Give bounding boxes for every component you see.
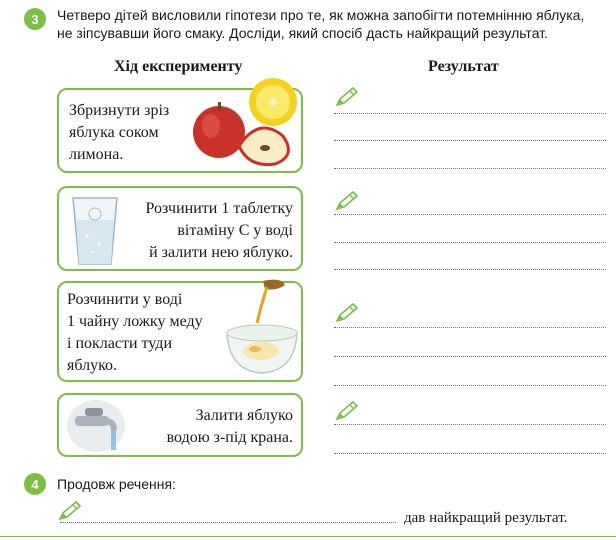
sentence-ending: дав найкращий результат. xyxy=(404,510,568,526)
task-instructions-line: Четверо дітей висловили гіпотези про те, як можна запобігти потемнінню яблука, xyxy=(57,7,585,23)
experiment-text-line: і покласти туди xyxy=(67,335,172,352)
experiment-text-line: лимона. xyxy=(69,146,124,163)
task-number-badge xyxy=(24,8,46,30)
experiment-text-line: водою з-під крана. xyxy=(166,429,293,446)
experiment-card xyxy=(57,393,303,457)
column-heading-result: Результат xyxy=(428,58,499,75)
answer-line[interactable] xyxy=(334,424,606,425)
answer-line[interactable] xyxy=(334,356,606,357)
experiment-text xyxy=(69,100,169,166)
experiment-text-line: й залити нею яблуко. xyxy=(149,244,293,261)
experiment-text-line: Розчинити 1 таблетку xyxy=(145,200,293,217)
experiment-text-line: 1 чайну ложку меду xyxy=(67,313,203,330)
task-number: 3 xyxy=(31,11,39,27)
experiment-text-line: Збризнути зріз xyxy=(69,102,170,119)
experiment-text-line: Залити яблуко xyxy=(195,407,293,424)
answer-line[interactable] xyxy=(334,140,606,141)
task-prompt: Продовж речення: xyxy=(57,476,176,492)
pencil-icon xyxy=(334,86,360,108)
task-instructions-line: не зіпсувавши його смаку. Досліди, який спосіб дасть найкращий результат. xyxy=(57,25,548,41)
apple-lemon-image xyxy=(187,76,307,168)
task-number: 4 xyxy=(31,476,39,492)
experiment-card xyxy=(57,88,303,173)
answer-line[interactable] xyxy=(334,242,606,243)
experiment-card xyxy=(57,186,303,271)
experiment-card xyxy=(57,281,303,382)
experiment-text-line: яблуко. xyxy=(67,357,118,374)
sentence-answer-line[interactable] xyxy=(60,522,396,523)
answer-line[interactable] xyxy=(334,385,606,386)
answer-line[interactable] xyxy=(334,113,606,114)
pencil-icon xyxy=(334,190,360,212)
glass-tablet-image xyxy=(69,192,121,268)
experiment-text-line: Розчинити у воді xyxy=(67,291,183,308)
faucet-image xyxy=(65,398,127,454)
experiment-text-line: вітаміну С у воді xyxy=(177,222,293,239)
page-bottom-rule xyxy=(0,536,616,537)
pencil-icon xyxy=(334,400,360,422)
answer-line[interactable] xyxy=(334,214,606,215)
experiment-text-line: яблука соком xyxy=(69,124,159,141)
experiment-text xyxy=(146,198,293,264)
answer-line[interactable] xyxy=(334,168,606,169)
answer-line[interactable] xyxy=(334,327,606,328)
experiment-text xyxy=(167,405,293,449)
experiment-text xyxy=(67,289,203,377)
task-instructions xyxy=(57,6,584,42)
answer-line[interactable] xyxy=(334,269,606,270)
pencil-icon xyxy=(57,500,83,522)
pencil-icon xyxy=(334,302,360,324)
task-number-badge xyxy=(24,473,46,495)
column-heading-experiment: Хід експерименту xyxy=(114,58,243,75)
answer-line[interactable] xyxy=(334,453,606,454)
honey-bowl-image xyxy=(221,277,303,379)
